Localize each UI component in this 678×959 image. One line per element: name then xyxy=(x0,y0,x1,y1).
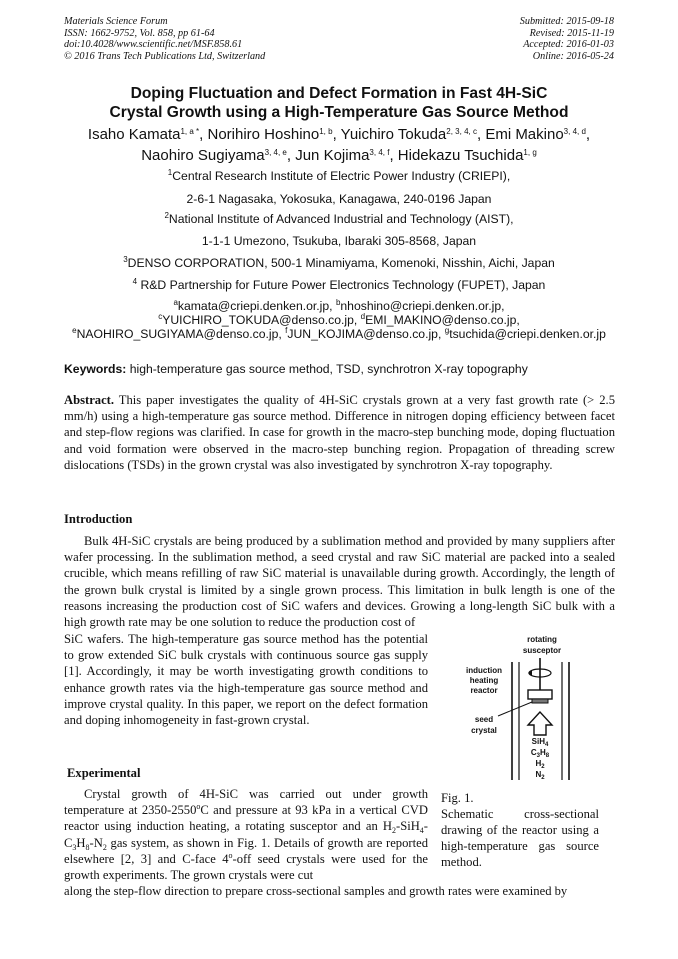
email-line-3: $^e$NAOHIRO_SUGIYAMA@denso.co.jp, $^f$JUN_KOJIMA@denso.co.jp, $^g$tsuchida@criepi.denken.or.jp xyxy=(72,326,606,341)
affiliation-1-line-2: 2-6-1 Nagasaka, Yokosuka, Kanagawa, 240-0196 Japan xyxy=(186,192,492,206)
affiliation-num: 3 xyxy=(123,255,128,264)
affiliation-num: 4 xyxy=(132,277,138,286)
author-list: Isaho Kamata$^{1, a *}$, Norihiro Hoshino$^{1, b}$, Yuichiro Tokuda$^{2, 3, 4, c}$, Emi Makino$^{3, 4, d}$, Naohiro Sugiyama$^{3, 4, e}$, Jun Kojima$^{3, 4, f}$, Hidekazu Tsuchida$^{1, g}$ xyxy=(87,126,591,164)
online-date: Online: 2016-05-24 xyxy=(532,50,614,62)
email-key: e xyxy=(72,326,77,335)
reactor-figure xyxy=(462,632,612,784)
email-link[interactable]: NAOHIRO_SUGIYAMA@denso.co.jp xyxy=(76,327,279,341)
email-line-2: $^c$YUICHIRO_TOKUDA@denso.co.jp, $^d$EMI_MAKINO@denso.co.jp, xyxy=(158,312,520,327)
caption-title: Fig. 1. xyxy=(441,791,474,805)
author-name: Hidekazu Tsuchida xyxy=(397,147,524,164)
reactor-diagram xyxy=(462,632,612,784)
label-reactor: reactor xyxy=(470,686,498,695)
affiliation-3 xyxy=(40,256,638,270)
email-key: c xyxy=(158,312,163,321)
email-key: d xyxy=(360,312,366,321)
email-link[interactable]: nhoshino@criepi.denken.or.jp xyxy=(340,299,502,313)
keywords-text: high-temperature gas source method, TSD, synchrotron X-ray topography xyxy=(129,362,528,376)
affiliation-text: National Institute of Advanced Industrial and Technology (AIST), xyxy=(168,212,514,226)
keywords xyxy=(64,362,624,376)
journal-info xyxy=(64,16,265,62)
author-name: Jun Kojima xyxy=(295,147,370,164)
revised-date: Revised: 2015-11-19 xyxy=(529,27,614,39)
author-sup: 3, 4, e xyxy=(264,148,287,157)
gas-flow-arrow-icon xyxy=(528,712,552,735)
gas-h2: $H_2$ xyxy=(535,759,545,770)
email-link[interactable]: JUN_KOJIMA@denso.co.jp xyxy=(287,327,438,341)
author-sup: 3, 4, f xyxy=(369,148,390,157)
dates-info xyxy=(520,16,614,62)
gas-sih4: SiH$_4$ xyxy=(531,737,549,748)
title-line-1: Doping Fluctuation and Defect Formation in Fast 4H-SiC xyxy=(130,85,548,102)
paper-title xyxy=(40,84,638,122)
introduction-paragraph-wide: Bulk 4H-SiC crystals are being produced by a sublimation method and provided by many suppliers after wafer processing. In the sublimation method, a seed crystal and raw SiC material are packed into a sealed crucible, which means refilling of raw SiC material is unavailable during growth. Accordingly, the length of the grown bulk crystal is limited by a single grown process. This limitation in bulk length is one of the reasons increasing the production cost of SiC wafers and devices. Growing a long-length SiC bulk with a high growth rate may be one solution to reduce the production cost of xyxy=(64,534,615,630)
label-induction: induction xyxy=(466,666,502,675)
copyright: © 2016 Trans Tech Publications Ltd, Switzerland xyxy=(64,50,266,62)
gas-n2: $N_2$ xyxy=(535,770,545,781)
author-name: Yuichiro Tokuda xyxy=(340,126,447,143)
email-link[interactable]: YUICHIRO_TOKUDA@denso.co.jp xyxy=(162,313,354,327)
author-sup: 1, b xyxy=(319,127,333,136)
doi: doi:10.4028/www.scientific.net/MSF.858.61 xyxy=(64,39,243,51)
email-key: a xyxy=(173,298,178,307)
abstract-text: This paper investigates the quality of 4H-SiC crystals grown at a very fast growth rate (> 2.5 mm/h) using a high-temperature gas source method. Difference in nitrogen doping efficiency between facet and step-flow regions was clarified. In case for growth in the macro-step bunching mode, doping fluctuation and void formation were observed in the macro-step bunching region. Propagation of threading screw dislocations (TSDs) in the grown crystal was also investigated by synchrotron X-ray topography. xyxy=(64,393,615,472)
email-key: b xyxy=(335,298,341,307)
label-seed: seed xyxy=(474,715,494,724)
affiliation-4 xyxy=(40,278,638,292)
affiliation-2-line-1 xyxy=(40,212,638,226)
submitted-date: Submitted: 2015-09-18 xyxy=(519,16,614,27)
affiliation-num: 1 xyxy=(167,168,173,177)
author-sup: 2, 3, 4, c xyxy=(446,127,477,136)
affiliation-1-line-1 xyxy=(40,169,638,183)
accepted-date: Accepted: 2016-01-03 xyxy=(523,39,614,51)
email-key: g xyxy=(444,326,450,335)
seed-pointer xyxy=(498,702,532,716)
abstract-label: Abstract. xyxy=(64,393,115,407)
figure-caption xyxy=(441,790,599,870)
email-link[interactable]: EMI_MAKINO@denso.co.jp xyxy=(365,313,517,327)
susceptor-block xyxy=(528,690,552,699)
affiliation-2-line-2: 1-1-1 Umezono, Tsukuba, Ibaraki 305-8568, Japan xyxy=(201,234,477,248)
author-name: Norihiro Hoshino xyxy=(207,126,320,143)
seed-crystal xyxy=(532,699,548,703)
author-name: Isaho Kamata xyxy=(87,126,181,143)
gas-c3h8: $C_3H_8$ xyxy=(530,748,550,759)
affiliation-text: DENSO CORPORATION, 500-1 Minamiyama, Komenoki, Nisshin, Aichi, Japan xyxy=(127,256,555,270)
email-line-1: $^a$kamata@criepi.denken.or.jp, $^b$nhoshino@criepi.denken.or.jp, xyxy=(173,298,505,313)
author-name: Naohiro Sugiyama xyxy=(141,147,265,164)
abstract xyxy=(64,392,615,473)
keywords-label: Keywords: xyxy=(64,362,127,376)
issn: ISSN: 1662-9752, Vol. 858, pp 61-64 xyxy=(64,27,215,39)
caption-text: Schematic cross-sectional drawing of the reactor using a high-temperature gas source method. xyxy=(441,807,599,869)
label-susceptor: susceptor xyxy=(522,646,562,655)
email-link[interactable]: kamata@criepi.denken.or.jp xyxy=(177,299,330,313)
email-link[interactable]: tsuchida@criepi.denken.or.jp xyxy=(449,327,606,341)
author-sup: 1, a * xyxy=(180,127,200,136)
affiliation-text: R&D Partnership for Future Power Electronics Technology (FUPET), Japan xyxy=(140,278,546,292)
title-line-2: Crystal Growth using a High-Temperature Gas Source Method xyxy=(109,104,569,121)
label-crystal: crystal xyxy=(471,726,497,735)
journal-name: Materials Science Forum xyxy=(64,16,168,27)
affiliation-text: Central Research Institute of Electric Power Industry (CRIEPI), xyxy=(172,169,511,183)
label-heating: heating xyxy=(469,676,499,685)
experimental-last-line: along the step-flow direction to prepare cross-sectional samples and growth rates were examined by xyxy=(64,884,568,898)
experimental-paragraph: Crystal growth of 4H-SiC was carried out under growth temperature at 2350-2550$^o$C and pressure at 93 kPa in a vertical CVD reactor using induction heating, a rotating susceptor and an $H_2-SiH_4-C_3H_8-N_2$ gas system, as shown in Fig. 1. Details of growth are reported elsewhere [2, 3] and C-face 4$^o$-off seed crystals were used for the growth experiments. The grown crystals were cut xyxy=(64,787,428,883)
label-rotating: rotating xyxy=(527,635,557,644)
author-sup: 1, g xyxy=(523,148,537,157)
introduction-heading: Introduction xyxy=(64,512,133,526)
introduction-paragraph-narrow: SiC wafers. The high-temperature gas source method has the potential to grow extended SiC bulk crystals with continuous source gas supply [1]. Accordingly, it may be worth investigating growth conditions to enhance growth rates via the high-temperature gas source method and improve crystal quality. In this paper, we report on the defect formation and doping inhomogeneity in fast-grown crystal. xyxy=(64,632,428,728)
affiliation-num: 2 xyxy=(164,211,169,220)
experimental-heading: Experimental xyxy=(67,766,141,780)
email-key: f xyxy=(285,326,288,335)
author-name: Emi Makino xyxy=(485,126,564,143)
author-sup: 3, 4, d xyxy=(563,127,586,136)
